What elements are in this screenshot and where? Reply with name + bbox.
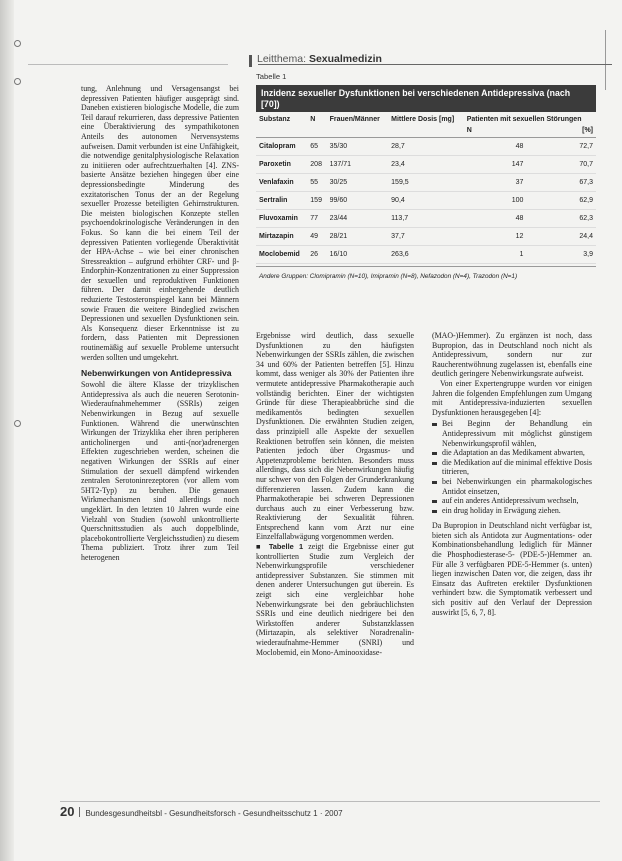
table-row [256, 228, 596, 246]
table-cell: 49 [307, 228, 326, 246]
table-cell: 62,9 [526, 192, 596, 210]
table-cell: 55 [307, 174, 326, 192]
table-cell: 23,4 [388, 156, 464, 174]
cell-substance: Venlafaxin [256, 174, 307, 192]
paragraph: (MAO-)Hemmer). Zu ergänzen ist noch, dass Bupropion, das in Deutschland noch nicht als Antidepressivum, sondern nur zur Raucherentwöhnung zugelassen ist, ebenfalls eine deutlich geringere Nebenwirkungsrate aufweist. [432, 331, 592, 379]
scan-binding-edge [0, 0, 14, 861]
cell-substance: Citalopram [256, 138, 307, 156]
subcol-header-percent: [%] [526, 125, 596, 138]
table-cell: 137/71 [327, 156, 389, 174]
table-cell: 100 [464, 192, 527, 210]
footer-rule [60, 801, 600, 802]
col-header-mean-dose: Mittlere Dosis [mg] [391, 116, 455, 123]
cell-substance: Moclobemid [256, 246, 307, 264]
punch-hole-mark [14, 40, 21, 47]
cell-substance: Sertralin [256, 192, 307, 210]
cell-substance: Fluvoxamin [256, 210, 307, 228]
table-1 [256, 72, 596, 286]
recommendation-list [432, 419, 592, 515]
table-cell: 48 [464, 210, 527, 228]
table-header-row [256, 112, 596, 125]
table-cell: 113,7 [388, 210, 464, 228]
text-column-left [81, 84, 239, 563]
header-topic: Sexualmedizin [308, 53, 382, 65]
paragraph: Da Bupropion in Deutschland nicht verfügbar ist, bieten sich als Antidota zur Augmentations- oder Kombinationsbehandlung lediglich für Männer die Phosphodiesterase-5- (PDE-5-)Hemmer an. Für alle 3 verfügbaren PDE-5-Hemmer (s. unten) liegen inzwischen Daten vor, die zeigen, dass ihr Einsatz das Auftreten erektiler Dysfunktionen verhindert bzw. die Symptomatik verbessert und sich positiv auf den Verlauf der Depression auswirkt [5, 6, 7, 8]. [432, 521, 592, 617]
list-item: Bei Beginn der Behandlung ein Antidepressivum mit möglichst günstigem Nebenwirkungsprofil wählen, [432, 419, 592, 448]
table-footnote: Andere Gruppen: Clomipramin (N=10), Imipramin (N=8), Nefazodon (N=4), Trazodon (N=1) [256, 266, 596, 286]
table-reference: ■ Tabelle 1 [256, 542, 304, 552]
paragraph: Sowohl die ältere Klasse der trizyklischen Antidepressiva als auch die neueren Serotonin-Wiederaufnahmehemmer (SSRIs) zeigen Nebenwirkungen in Bezug auf sexuelle Funktionen. Während die unerwünschten Wirkungen der Trizyklika eher ihren peripheren anticholinergen und anti-(nor)adrenergen Effekten zugeschrieben werden, scheinen die negativen Wirkungen der SSRIs auf einer Stimulation der sexuell dämpfend wirkenden zentralen Serotoninrezeptoren (vor allem vom 5HT2-Typ) zu beruhen. Die genauen Wirkmechanismen sind allerdings noch ungeklärt. In den letzten 10 Jahren wurde eine Vielzahl von Studien (sowohl unkontrollierte Querschnittsstudien als auch doppelblinde, placebokontrollierte Vergleichsstudien) zu diesem Thema publiziert. Trotz ihrer zum Teil heterogenen [81, 380, 239, 562]
table-cell: 77 [307, 210, 326, 228]
table-cell: 90,4 [388, 192, 464, 210]
text-column-right [432, 331, 592, 617]
table-cell: 48 [464, 138, 527, 156]
table-cell: 23/44 [327, 210, 389, 228]
table-cell: 159,5 [388, 174, 464, 192]
punch-hole-mark [14, 420, 21, 427]
list-item: die Adaptation an das Medikament abwarten, [432, 448, 592, 458]
table-row [256, 138, 596, 156]
col-header-substance: Substanz [259, 116, 291, 123]
header-prefix: Leitthema: [257, 53, 307, 65]
table-cell: 67,3 [526, 174, 596, 192]
table-cell: 24,4 [526, 228, 596, 246]
subcol-header-n: N [464, 125, 527, 138]
list-item: auf ein anderes Antidepressivum wechseln, [432, 496, 592, 506]
paragraph-text: zeigt die Ergebnisse einer gut kontrollierten Studie zum Vergleich der Nebenwirkungsprofile verschiedener antidepressiver Substanzen. Sie stimmen mit denen anderer Untersuchungen gut überein. Es zeigt sich eine vergleichbar hohe Nebenwirkungsrate bei den gebräuchlichsten SSRIs und eine deutlich niedrigere bei den Wirkstoffen anderer Substanzklassen (Mirtazapin, als selektiver Noradrenalin-wiederaufnahme-Hemmer (SNRI) und Moclobemid, ein Mono-Aminooxidase- [256, 542, 414, 657]
table-row [256, 192, 596, 210]
list-item: ein drug holiday in Erwägung ziehen. [432, 506, 592, 516]
page-footer [60, 804, 343, 819]
header-accent-bar [249, 55, 252, 67]
journal-citation: Bundesgesundheitsbl - Gesundheitsforsch - Gesundheitsschutz 1 · 2007 [85, 809, 343, 818]
table-reference-label: Tabelle 1 [268, 542, 304, 552]
table-label: Tabelle 1 [256, 72, 287, 81]
list-item: die Medikation auf die minimal effektive Dosis titrieren, [432, 458, 592, 477]
table-cell: 62,3 [526, 210, 596, 228]
punch-hole-mark [14, 78, 21, 85]
col-header-sex-ratio: Frauen/Männer [329, 116, 380, 123]
header-rule-left [28, 64, 228, 65]
table-cell: 28,7 [388, 138, 464, 156]
crop-mark [605, 30, 606, 90]
table-cell: 208 [307, 156, 326, 174]
paragraph: tung, Anlehnung und Versagensangst bei depressiven Patienten häufiger ausgeprägt sind. Daneben existieren biologische Modelle, die zum Teil darauf rekurrieren, dass depressive Patienten eine Überaktivierung des sympathikotonen Anteils des autonomen Nervensystems aufweisen. Damit verbunden ist eine Unfähigkeit, die notwendige genitalphysiologische Relaxation zu initiieren oder aufrechtzuerhalten [4]. ZNS-basierte Ansätze beziehen hingegen über eine depressionsbedingte Minderung des exzitatorischen Tonus der an der Regelung sexueller Prozesse beteiligten Gehirnstrukturen. Die meisten biologischen Konzepte stellen psychoendokrinologische Veränderungen in den Fokus. So kann die bei einem Teil der depressiven Patienten vorliegende Überaktivität der HPA-Achse – wie bei einer chronischen Stressreaktion – aufgrund erhöhter CRF- und β-Endorphin-Konzentrationen zu einer Suppression der sexuellen und reproduktiven Funktionen führen. Der damit einhergehende deutlich reduzierte Testosteronspiegel kann bei Männern sowie Frauen die weitere Bindeglied zwischen Depressionen und sexuellen Dysfunktionen sein. Als Konsequenz dieser Erkenntnisse ist zu fordern, dass Patienten mit Depressionen routinemäßig auf sexuelle Probleme untersucht werden sollten und umgekehrt. [81, 84, 239, 362]
table-cell: 147 [464, 156, 527, 174]
paragraph: Von einer Expertengruppe wurden vor einigen Jahren die folgenden Empfehlungen zum Umgang mit Antidepressiva-induzierten sexuellen Dysfunktionen herausgegeben [4]: [432, 378, 592, 417]
table-cell: 28/21 [327, 228, 389, 246]
list-item: bei Nebenwirkungen ein pharmakologisches Antidot einsetzen, [432, 477, 592, 496]
table-cell: 70,7 [526, 156, 596, 174]
table-title: Inzidenz sexueller Dysfunktionen bei verschiedenen Antidepressiva (nach [70]) [256, 85, 596, 112]
col-header-n: N [310, 116, 316, 123]
cell-substance: Paroxetin [256, 156, 307, 174]
paragraph [256, 542, 414, 657]
text-column-middle [256, 331, 414, 657]
table-cell: 16/10 [327, 246, 389, 264]
table-cell: 3,9 [526, 246, 596, 264]
table-row [256, 246, 596, 264]
table-row [256, 174, 596, 192]
table-cell: 30/25 [327, 174, 389, 192]
table-cell: 37,7 [388, 228, 464, 246]
section-heading: Nebenwirkungen von Antidepressiva [81, 368, 232, 379]
paragraph: Ergebnisse wird deutlich, dass sexuelle Dysfunktionen zu den häufigsten Nebenwirkungen der SSRIs zählen, die zwischen 34 und 60% der Patienten betreffen [5]. Hinzu kommt, dass weniger als 30% der Patienten ihre vermutete antidepressive Pharmakotherapie auch vollständig berichten. Einer der wichtigsten Gründe für diese Therapieabbrüche sind die medikamentös bedingten sexuellen Dysfunktionen. Die erwähnten Studien zeigen, dass prinzipiell alle Aspekte der sexuellen Reaktionen betroffen sein können, die meisten Patienten jedoch über Orgasmus- und Appetenzprobleme berichten. Besonders muss allerdings, dass sich die Nebenwirkungen häufig nur schwer von den Folgen der Grunderkrankung differenzieren lassen. Zudem kann die Pharmakotherapie bei schweren Depressionen durchaus auch zu einer Verbesserung bzw. Reaktivierung der Sexualität führen. Entsprechend kann vom Arzt nur eine Einzelfallabwägung vorgenommen werden. [256, 331, 414, 542]
table-row [256, 156, 596, 174]
table-cell: 1 [464, 246, 527, 264]
table-cell: 35/30 [327, 138, 389, 156]
table-cell: 12 [464, 228, 527, 246]
table-cell: 159 [307, 192, 326, 210]
table-cell: 263,6 [388, 246, 464, 264]
table-cell: 37 [464, 174, 527, 192]
table-row [256, 210, 596, 228]
table-cell: 99/60 [327, 192, 389, 210]
table-cell: 65 [307, 138, 326, 156]
data-table [256, 112, 596, 264]
table-subheader-row [256, 125, 596, 138]
footer-separator [79, 807, 80, 817]
running-header [257, 53, 382, 65]
page-number: 20 [60, 804, 75, 819]
table-cell: 26 [307, 246, 326, 264]
table-cell: 72,7 [526, 138, 596, 156]
col-header-patients-dysfunction: Patienten mit sexuellen Störungen [466, 116, 582, 123]
cell-substance: Mirtazapin [256, 228, 307, 246]
